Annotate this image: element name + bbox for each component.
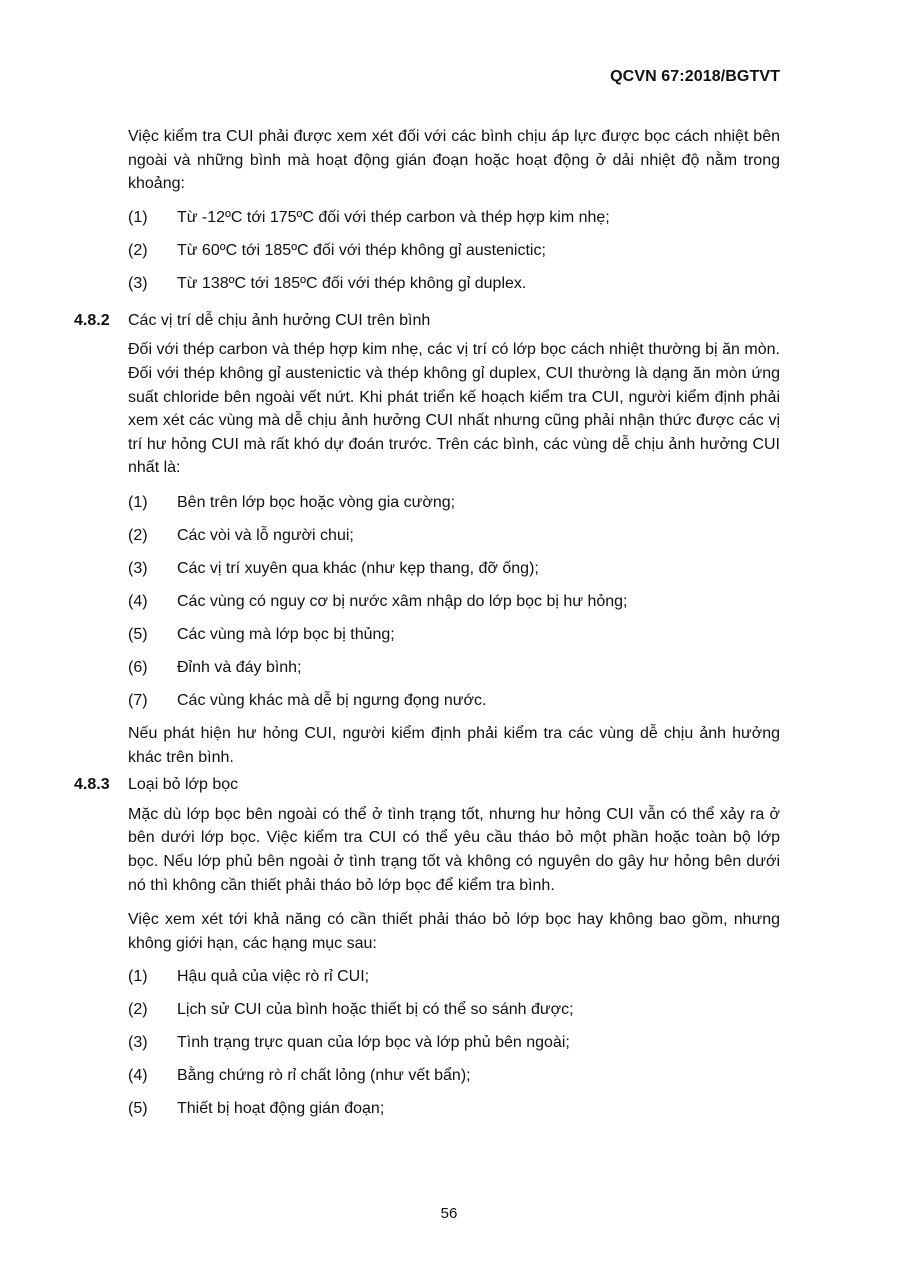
list-item-text: Đỉnh và đáy bình; — [177, 658, 302, 676]
section-paragraph: Việc xem xét tới khả năng có cần thiết phải tháo bỏ lớp bọc hay không bao gồm, nhưng không giới hạn, các hạng mục sau: — [128, 911, 780, 952]
list-item-number: (1) — [128, 493, 148, 511]
list-item-number: (2) — [128, 1001, 148, 1019]
list-item-text: Các vùng có nguy cơ bị nước xâm nhập do lớp bọc bị hư hỏng; — [177, 592, 628, 610]
list-item-number: (6) — [128, 658, 148, 676]
list-item — [128, 206, 780, 239]
list-item-number: (5) — [128, 1100, 148, 1118]
list-item-text: Thiết bị hoạt động gián đoạn; — [177, 1100, 385, 1118]
list-item — [128, 272, 780, 305]
list-item-number: (4) — [128, 592, 148, 610]
list-item — [128, 1097, 780, 1130]
section-title: Các vị trí dễ chịu ảnh hưởng CUI trên bình — [128, 311, 431, 329]
list-item — [128, 1064, 780, 1097]
list-item — [128, 491, 780, 524]
section-title: Loại bỏ lớp bọc — [128, 776, 239, 794]
list-item — [128, 1031, 780, 1064]
list-item-number: (2) — [128, 241, 148, 259]
list-item-text: Các vị trí xuyên qua khác (như kẹp thang, đỡ ống); — [177, 559, 539, 577]
list-item — [128, 239, 780, 272]
list-item — [128, 557, 780, 590]
list-item-text: Các vùng mà lớp bọc bị thủng; — [177, 625, 395, 643]
page-content — [74, 125, 780, 1130]
section-number: 4.8.2 — [74, 311, 110, 329]
page-number: 56 — [440, 1205, 458, 1222]
list-item-number: (1) — [128, 968, 148, 986]
list-item-number: (5) — [128, 625, 148, 643]
list-item — [128, 656, 780, 689]
list-item — [128, 590, 780, 623]
section-paragraph: Mặc dù lớp bọc bên ngoài có thể ở tình trạng tốt, nhưng hư hỏng CUI vẫn có thể xảy ra ở bên dưới lớp bọc. Việc kiểm tra CUI có thể yêu cầu tháo bỏ một phần hoặc toàn bộ lớp bọc. Nếu lớp phủ bên ngoài ở tình trạng tốt và không có nguyên do gây hư hỏng bên dưới nó thì không cần thiết phải tháo bỏ lớp bọc để kiểm tra bình. — [128, 805, 780, 894]
list-item-number: (3) — [128, 559, 148, 577]
section-paragraph: Đối với thép carbon và thép hợp kim nhẹ, các vị trí có lớp bọc cách nhiệt thường bị ăn mòn. Đối với thép không gỉ austenictic và thép không gỉ duplex, CUI thường là dạng ăn mòn ứng suất chloride bên ngoài vết nứt. Khi phát triển kế hoạch kiểm tra CUI, người kiểm định phải xem xét các vùng mà dễ chịu ảnh hưởng CUI nhất nhưng cũng phải nhận thức được các vị trí hư hỏng CUI mà rất khó dự đoán trước. Trên các bình, các vùng dễ chịu ảnh hưởng CUI nhất là: — [128, 341, 780, 477]
list-item-text: Tình trạng trực quan của lớp bọc và lớp phủ bên ngoài; — [177, 1034, 570, 1052]
list-item-number: (3) — [128, 1034, 148, 1052]
section-heading-4-8-2 — [74, 309, 780, 333]
list-item-text: Từ -12ºC tới 175ºC đối với thép carbon và thép hợp kim nhẹ; — [177, 208, 610, 226]
intro-paragraph: Việc kiểm tra CUI phải được xem xét đối với các bình chịu áp lực được bọc cách nhiệt bên ngoài và những bình mà hoạt động gián đoạn hoặc hoạt động ở dải nhiệt độ nằm trong khoảng: — [128, 128, 780, 193]
list-item-number: (3) — [128, 274, 148, 292]
list-item-text: Bên trên lớp bọc hoặc vòng gia cường; — [177, 493, 456, 511]
section-number: 4.8.3 — [74, 776, 110, 794]
list-item-text: Lịch sử CUI của bình hoặc thiết bị có thể so sánh được; — [177, 1001, 574, 1019]
list-item-text: Từ 138ºC tới 185ºC đối với thép không gỉ duplex. — [177, 274, 527, 292]
list-item-number: (2) — [128, 526, 148, 544]
list-item — [128, 689, 780, 722]
list-item-number: (1) — [128, 208, 148, 226]
list-item-text: Hậu quả của việc rò rỉ CUI; — [177, 968, 370, 986]
list-item-text: Các vùng khác mà dễ bị ngưng đọng nước. — [177, 691, 487, 709]
list-item — [128, 965, 780, 998]
section-closing-paragraph: Nếu phát hiện hư hỏng CUI, người kiểm định phải kiểm tra các vùng dễ chịu ảnh hưởng khác trên bình. — [128, 724, 780, 766]
list-item-number: (7) — [128, 691, 148, 709]
document-code-header: QCVN 67:2018/BGTVT — [610, 68, 780, 85]
list-item-number: (4) — [128, 1067, 148, 1085]
list-item — [128, 524, 780, 557]
list-item — [128, 998, 780, 1031]
list-item — [128, 623, 780, 656]
list-item-text: Các vòi và lỗ người chui; — [177, 526, 354, 544]
list-item-text: Bằng chứng rò rỉ chất lỏng (như vết bẩn); — [177, 1067, 471, 1085]
section-heading-4-8-3 — [74, 773, 780, 797]
list-item-text: Từ 60ºC tới 185ºC đối với thép không gỉ austenictic; — [177, 241, 546, 259]
